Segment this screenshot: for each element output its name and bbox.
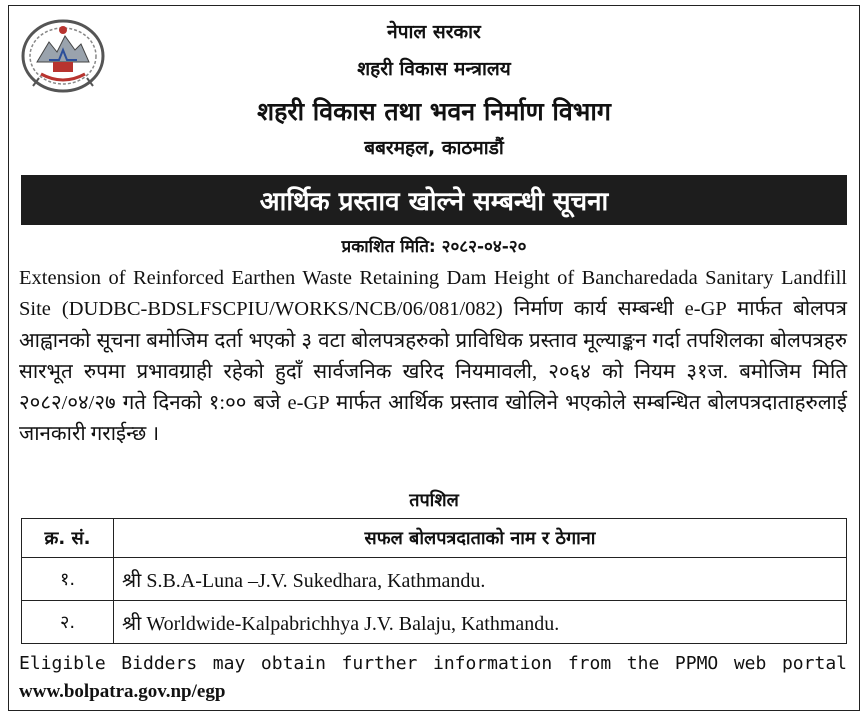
notice-body-text: Extension of Reinforced Earthen Waste Retaining Dam Height of Bancharedada Sanitary Landfill Site (DUDBC-BDSLFSCPIU/WORKS/NCB/06/081/082) निर्माण कार्य सम्बन्धी e-GP मार्फत बोलपत्र आह्वानको सूचना बमोजिम दर्ता भएको ३ वटा बोलपत्रहरुको प्राविधिक प्रस्ताव मूल्याङ्कन गर्दा तपशिलका बोलपत्रहरु सारभूत रुपमा प्रभावग्राही रहेको हुदाँ सार्वजनिक खरिद नियमावली, २०६४ को नियम ३१ज. बमोजिम मिति २०८२/०४/२७ गते दिनको १:०० बजे e-GP मार्फत आर्थिक प्रस्ताव खोलिने भएकोले सम्बन्धित बोलपत्रदाताहरुलाई जानकारी गराईन्छ ।: [19, 267, 847, 446]
notice-body: [19, 263, 847, 451]
bidders-table: [21, 518, 847, 644]
table-row: [22, 601, 847, 644]
office-address: बबरमहल, काठमाडौं: [364, 137, 504, 159]
department-name: शहरी विकास तथा भवन निर्माण विभाग: [257, 97, 611, 126]
table-header-row: [22, 519, 847, 558]
bidder-name-header: सफल बोलपत्रदाताको नाम र ठेगाना: [114, 519, 847, 558]
government-name: नेपाल सरकार: [387, 21, 481, 43]
published-date: प्रकाशित मिति: २०८२-०४-२०: [341, 237, 527, 257]
footer: [19, 650, 847, 706]
serial-number-cell: १.: [22, 558, 114, 601]
notice-page: [8, 5, 860, 711]
bidder-name-cell: श्री Worldwide-Kalpabrichhya J.V. Balaju, Kathmandu.: [114, 601, 847, 644]
notice-title: आर्थिक प्रस्ताव खोल्ने सम्बन्धी सूचना: [259, 187, 609, 217]
notice-title-banner: [21, 175, 847, 225]
footer-info-text: Eligible Bidders may obtain further information from the PPMO web portal: [19, 653, 847, 674]
bidder-name-cell: श्री S.B.A-Luna –J.V. Sukedhara, Kathmandu.: [114, 558, 847, 601]
ppmo-portal-link[interactable]: www.bolpatra.gov.np/egp: [19, 681, 226, 702]
serial-number-header: क्र. सं.: [22, 519, 114, 558]
ministry-name: शहरी विकास मन्त्रालय: [357, 58, 511, 80]
table-heading: तपशिल: [409, 490, 459, 511]
serial-number-cell: २.: [22, 601, 114, 644]
table-row: [22, 558, 847, 601]
